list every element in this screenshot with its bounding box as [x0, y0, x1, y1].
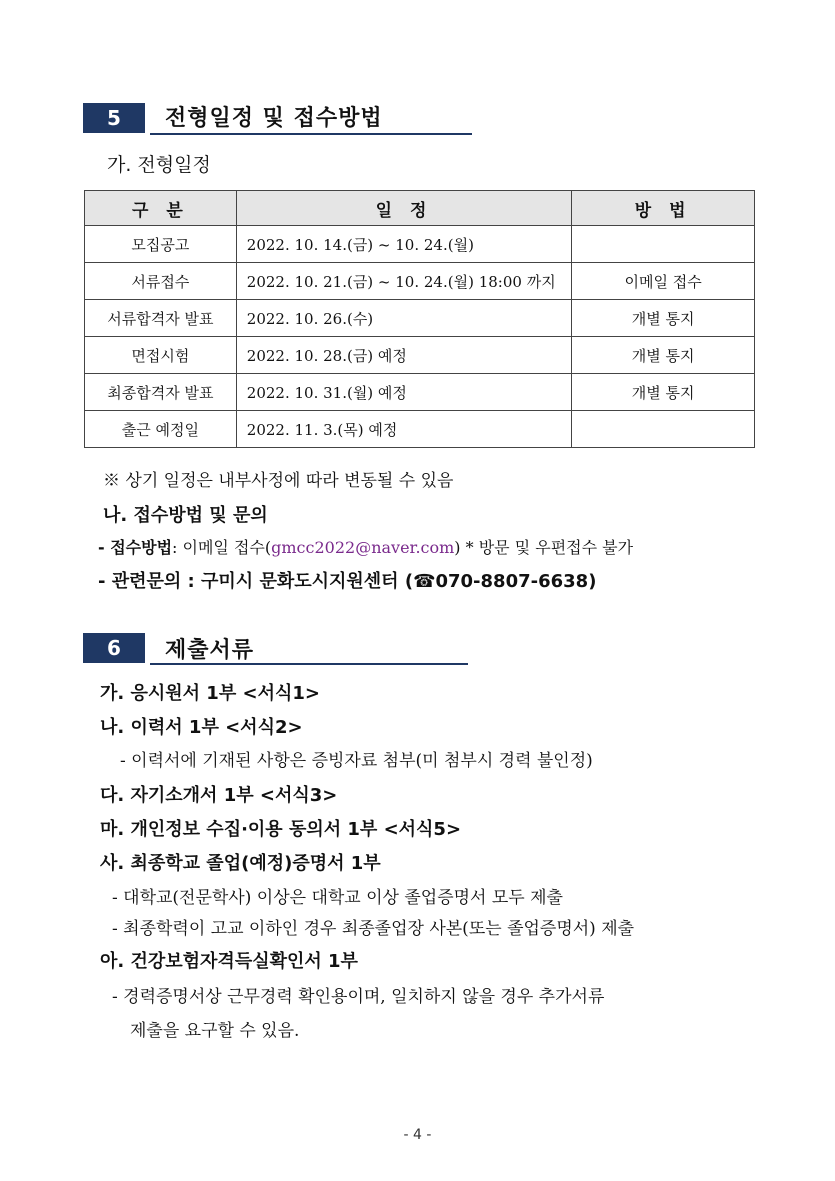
- section-underline-5: [150, 133, 472, 135]
- document-item: 아. 건강보험자격득실확인서 1부: [100, 951, 358, 972]
- document-item: 나. 이력서 1부 <서식2>: [100, 717, 303, 738]
- table-row: [85, 263, 755, 300]
- method-note: ) * 방문 및 우편접수 불가: [454, 538, 634, 557]
- document-item: 가. 응시원서 1부 <서식1>: [100, 683, 320, 704]
- table-row: [85, 411, 755, 448]
- table-cell-category: 면접시험: [85, 337, 237, 374]
- table-cell-category: 서류접수: [85, 263, 237, 300]
- table-row: [85, 337, 755, 374]
- table-cell-method: 개별 통지: [572, 300, 755, 337]
- document-item: 사. 최종학교 졸업(예정)증명서 1부: [100, 853, 381, 874]
- table-cell-date: 2022. 11. 3.(목) 예정: [236, 411, 571, 448]
- table-cell-date: 2022. 10. 21.(금) ~ 10. 24.(월) 18:00 까지: [236, 263, 571, 300]
- table-header-cell: 방 법: [572, 191, 755, 226]
- section-underline-6: [150, 663, 468, 665]
- table-header-row: [85, 191, 755, 226]
- table-cell-method: 개별 통지: [572, 337, 755, 374]
- application-method: [98, 535, 633, 558]
- section-title-5: 전형일정 및 접수방법: [165, 106, 383, 131]
- table-cell-date: 2022. 10. 14.(금) ~ 10. 24.(월): [236, 226, 571, 263]
- document-detail: 제출을 요구할 수 있음.: [130, 1021, 300, 1041]
- page-number: - 4 -: [403, 1127, 432, 1143]
- table-cell-category: 서류합격자 발표: [85, 300, 237, 337]
- table-cell-method: 개별 통지: [572, 374, 755, 411]
- method-label: - 접수방법: [98, 538, 173, 557]
- section-title-6: 제출서류: [165, 638, 255, 663]
- table-cell-category: 출근 예정일: [85, 411, 237, 448]
- table-row: [85, 300, 755, 337]
- table-cell-date: 2022. 10. 28.(금) 예정: [236, 337, 571, 374]
- table-cell-category: 모집공고: [85, 226, 237, 263]
- email-link[interactable]: gmcc2022@naver.com: [271, 538, 455, 557]
- document-detail: - 이력서에 기재된 사항은 증빙자료 첨부(미 첨부시 경력 불인정): [120, 751, 593, 771]
- table-cell-method: [572, 411, 755, 448]
- document-detail: - 대학교(전문학사) 이상은 대학교 이상 졸업증명서 모두 제출: [112, 888, 563, 908]
- subheading-schedule: 가. 전형일정: [107, 154, 211, 176]
- contact-phone: 070-8807-6638): [435, 571, 597, 592]
- table-cell-method: [572, 226, 755, 263]
- phone-icon: ☎: [413, 571, 436, 592]
- table-cell-method: 이메일 접수: [572, 263, 755, 300]
- table-cell-date: 2022. 10. 26.(수): [236, 300, 571, 337]
- document-detail: - 최종학력이 고교 이하인 경우 최종졸업장 사본(또는 졸업증명서) 제출: [112, 919, 635, 939]
- schedule-table: [84, 190, 755, 448]
- table-cell-date: 2022. 10. 31.(월) 예정: [236, 374, 571, 411]
- table-header-cell: 일 정: [236, 191, 571, 226]
- table-row: [85, 226, 755, 263]
- document-item: 다. 자기소개서 1부 <서식3>: [100, 785, 338, 806]
- section-number-5: 5: [83, 103, 145, 133]
- contact-label: - 관련문의 : 구미시 문화도시지원센터 (: [98, 571, 414, 592]
- table-row: [85, 374, 755, 411]
- table-header-cell: 구 분: [85, 191, 237, 226]
- table-cell-category: 최종합격자 발표: [85, 374, 237, 411]
- document-detail: - 경력증명서상 근무경력 확인용이며, 일치하지 않을 경우 추가서류: [112, 987, 605, 1007]
- contact-line: [98, 567, 596, 593]
- document-item: 마. 개인정보 수집·이용 동의서 1부 <서식5>: [100, 819, 462, 840]
- section-number-6: 6: [83, 633, 145, 663]
- subheading-application: 나. 접수방법 및 문의: [103, 505, 268, 526]
- schedule-note: ※ 상기 일정은 내부사정에 따라 변동될 수 있음: [103, 471, 454, 491]
- method-text: : 이메일 접수(: [172, 538, 272, 557]
